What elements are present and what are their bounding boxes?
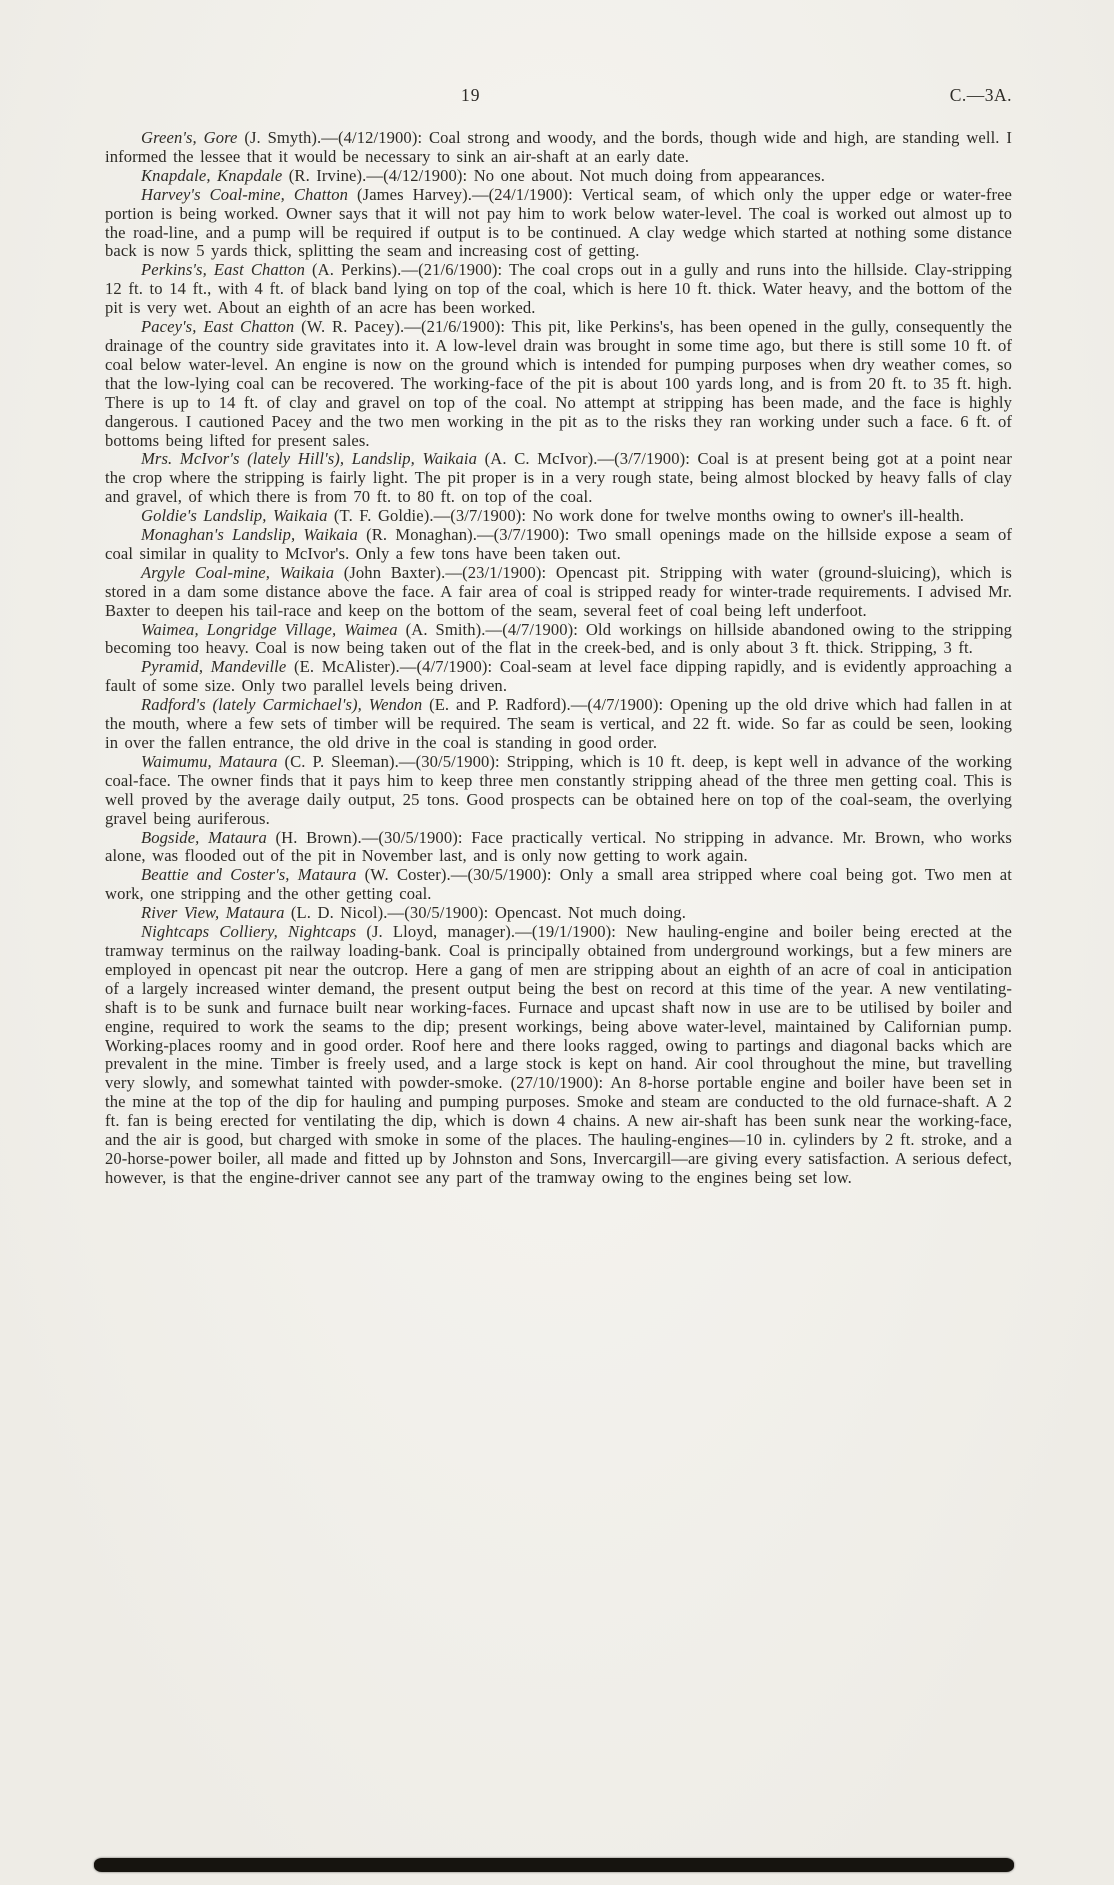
mine-name: Green's, Gore <box>141 128 238 147</box>
entry-text: (John Baxter).—(23/1/1900): Opencast pit. Stripping with water (ground-sluicing), which is stored in a dam some distance above the face. A fair area of coal is stripped ready for winter-trade requirements. I advised Mr. Baxter to deepen his tail-race and keep on the bottom of the seam, several feet of coal being left underfoot. <box>105 562 1012 620</box>
scan-artifact-bar <box>94 1858 1014 1872</box>
entry-text: (J. Lloyd, manager).—(19/1/1900): New hauling-engine and boiler being erected at the tramway terminus on the railway loading-bank. Coal is principally obtained from underground workings, but a few miners are employed in opencast pit near the outcrop. Here a gang of men are stripping about an eighth of an acre of coal in anticipation of a largely increased winter demand, the present output being the best on record at this time of the year. A new ventilating-shaft is to be sunk and furnace built near working-faces. Furnace and upcast shaft now in use are to be utilised by boiler and engine, required to work the seams to the dip; present workings, being above water-level, maintained by Californian pump. Working-places roomy and in good order. Roof here and there looks ragged, owing to partings and diagonal backs which are prevalent in the mine. Timber is freely used, and a large stock is kept on hand. Air cool throughout the mine, but travelling very slowly, and somewhat tainted with powder-smoke. (27/10/1900): An 8-horse portable engine and boiler have been set in the mine at the top of the dip for hauling and pumping purposes. Smoke and steam are conducted to the old furnace-shaft. A 2 ft. fan is being erected for ventilating the dip, which is down 4 chains. A new air-shaft has been sunk near the working-face, and the air is good, but charged with smoke in some of the places. The hauling-engines—10 in. cylinders by 2 ft. stroke, and a 20-horse-power boiler, all made and fitted up by Johnston and Sons, Invercargill—are giving every satisfaction. A serious defect, however, is that the engine-driver cannot see any part of the tramway owing to the engines being set low. <box>105 922 1012 1187</box>
mine-name: Knapdale, Knapdale <box>141 165 283 185</box>
entry-text: (A. C. McIvor).—(3/7/1900): Coal is at present being got at a point near the crop where the stripping is fairly light. The pit proper is in a very rough state, being almost blocked by heavy falls of clay and gravel, of which there is from 70 ft. to 80 ft. on top of the coal. <box>105 449 1012 507</box>
entry-text: (W. Coster).—(30/5/1900): Only a small area stripped where coal being got. Two men at work, one stripping and the other getting coal. <box>105 865 1012 904</box>
entry-text: (R. Monaghan).—(3/7/1900): Two small openings made on the hillside expose a seam of coal similar in quality to McIvor's. Only a few tons have been taken out. <box>105 525 1013 563</box>
mine-name: Pacey's, East Chatton <box>141 317 295 337</box>
report-entry <box>105 904 1012 923</box>
entry-text: (R. Irvine).—(4/12/1900): No one about. Not much doing from appearances. <box>282 165 826 185</box>
entry-text: (E. and P. Radford).—(4/7/1900): Opening up the old drive which had fallen in at the mouth, where a few sets of timber will be required. The seam is vertical, and 22 ft. wide. So far as could be seen, looking in over the fallen entrance, the old drive in the coal is standing in good order. <box>105 695 1012 752</box>
report-entry <box>105 866 1012 904</box>
mine-name: Pyramid, Mandeville <box>141 657 287 677</box>
entry-text: (W. R. Pacey).—(21/6/1900): This pit, like Perkins's, has been opened in the gully, consequently the drainage of the country side gravitates into it. A low-level drain was brought in some time ago, but there is still some 10 ft. of coal below water-level. An engine is now on the ground which is intended for pumping purposes when dry weather comes, so that the low-lying coal can be recovered. The working-face of the pit is about 100 yards long, and is from 20 ft. to 35 ft. high. There is up to 14 ft. of clay and gravel on top of the coal. No attempt at stripping has been made, and the face is highly dangerous. I cautioned Pacey and the two men working in the pit as to the risks they ran working under such a face. 6 ft. of bottoms being lifted for present sales. <box>105 317 1012 450</box>
mine-name: Nightcaps Colliery, Nightcaps <box>141 922 357 942</box>
report-body <box>105 129 1012 1188</box>
mine-name: Bogside, Mataura <box>141 827 267 847</box>
report-entry <box>105 753 1012 829</box>
report-entry <box>105 621 1012 659</box>
entry-text: (H. Brown).—(30/5/1900): Face practically vertical. No stripping in advance. Mr. Brown, who works alone, was flooded out of the pit in November last, and is only now getting to work again. <box>105 827 1012 866</box>
report-entry <box>105 564 1012 621</box>
mine-name: Argyle Coal-mine, Waikaia <box>141 562 335 582</box>
entry-text: (J. Smyth).—(4/12/1900): Coal strong and woody, and the bords, though wide and high, are standing well. I informed the lessee that it would be necessary to sink an air-shaft at an early date. <box>105 128 1012 166</box>
report-entry <box>105 829 1012 867</box>
entry-text: (E. McAlister).—(4/7/1900): Coal-seam at level face dipping rapidly, and is evidently approaching a fault of some size. Only two parallel levels being driven. <box>105 657 1012 696</box>
mine-name: Harvey's Coal-mine, Chatton <box>141 184 349 204</box>
report-entry <box>105 318 1012 450</box>
mine-name: Goldie's Landslip, Waikaia <box>141 506 328 526</box>
mine-name: River View, Mataura <box>141 903 285 923</box>
mine-name: Monaghan's Landslip, Waikaia <box>141 525 358 545</box>
running-head <box>105 85 1012 107</box>
report-entry <box>105 450 1012 507</box>
report-entry <box>105 261 1012 318</box>
page-number: 19 <box>461 85 481 105</box>
mine-name: Mrs. McIvor's (lately Hill's), Landslip, Waikaia <box>141 449 478 469</box>
mine-name: Beattie and Coster's, Mataura <box>141 865 357 885</box>
report-entry <box>105 526 1012 564</box>
entry-text: (L. D. Nicol).—(30/5/1900): Opencast. Not much doing. <box>284 903 686 923</box>
mine-name: Waimea, Longridge Village, Waimea <box>141 619 398 639</box>
report-entry <box>105 923 1012 1188</box>
report-entry <box>105 186 1012 262</box>
entry-text: (A. Perkins).—(21/6/1900): The coal crops out in a gully and runs into the hillside. Clay-stripping 12 ft. to 14 ft., with 4 ft. of black band lying on top of the coal, which is here 10 ft. thick. Water heavy, and the bottom of the pit is very wet. About an eighth of an acre has been worked. <box>105 260 1012 318</box>
document-reference: C.—3A. <box>949 85 1012 105</box>
report-entry <box>105 696 1012 753</box>
entry-text: (James Harvey).—(24/1/1900): Vertical seam, of which only the upper edge or water-free portion is being worked. Owner says that it will not pay him to work below water-level. The coal is worked out almost up to the road-line, and a pump will be required if output is to be continued. A clay wedge which started at nothing some distance back is now 5 yards thick, splitting the seam and increasing cost of getting. <box>105 184 1012 261</box>
entry-text: (A. Smith).—(4/7/1900): Old workings on hillside abandoned owing to the stripping becoming too heavy. Coal is now being taken out of the flat in the creek-bed, and is only about 3 ft. thick. Stripping, 3 ft. <box>105 619 1012 658</box>
entry-text: (C. P. Sleeman).—(30/5/1900): Stripping, which is 10 ft. deep, is kept well in advance of the working coal-face. The owner finds that it pays him to keep three men constantly stripping ahead of the three men getting coal. This is well proved by the average daily output, 25 tons. Good prospects can be obtained here on top of the coal-seam, the overlying gravel being auriferous. <box>105 751 1012 828</box>
entry-text: (T. F. Goldie).—(3/7/1900): No work done for twelve months owing to owner's ill-health. <box>327 506 964 526</box>
report-entry <box>105 507 1012 526</box>
report-entry <box>105 658 1012 696</box>
mine-name: Waimumu, Mataura <box>141 751 278 771</box>
report-entry <box>105 167 1012 186</box>
mine-name: Perkins's, East Chatton <box>141 260 306 280</box>
report-entry <box>105 129 1012 167</box>
mine-name: Radford's (lately Carmichael's), Wendon <box>141 695 423 715</box>
